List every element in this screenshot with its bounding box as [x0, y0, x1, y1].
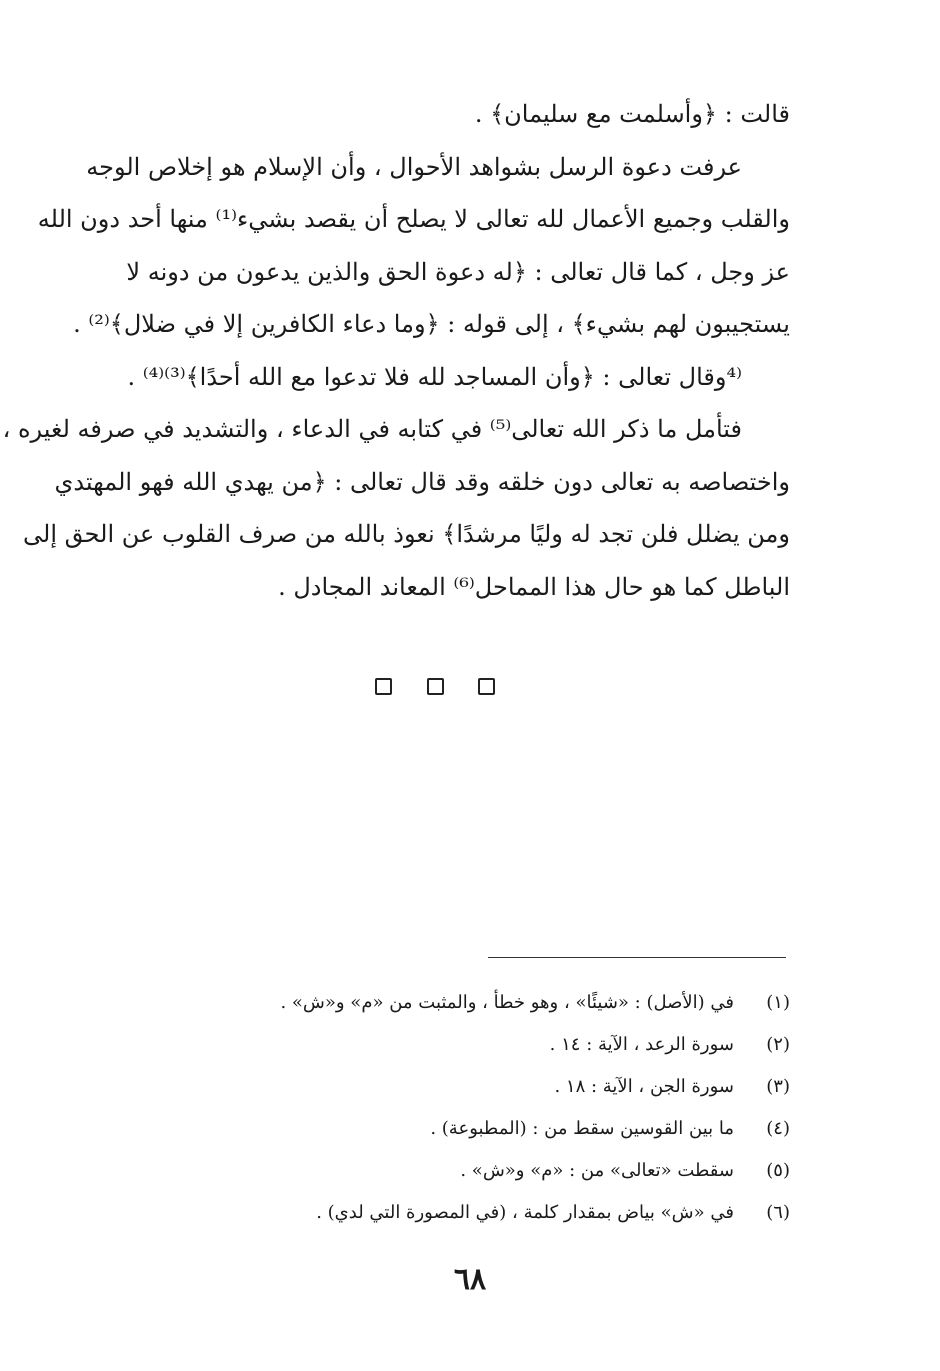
footnote: [150, 1024, 790, 1066]
square-ornament-icon: [427, 678, 444, 695]
footnote-text: سورة الرعد ، الآية : ١٤ .: [549, 1034, 734, 1055]
square-ornament-icon: [478, 678, 495, 695]
text-line: عز وجل ، كما قال تعالى : ﴿له دعوة الحق والذين يدعون من دونه لا: [126, 257, 790, 286]
footnote-number: (٤): [766, 1118, 790, 1139]
footnote: [150, 1192, 790, 1234]
footnote-number: (٢): [766, 1034, 790, 1055]
footnote-text: في «ش» بياض بمقدار كلمة ، (في المصورة التي لدي) .: [316, 1202, 734, 1223]
text-line: ⁽⁴وقال تعالى : ﴿وأن المساجد لله فلا تدعوا مع الله أحدًا﴾⁽³⁾⁽⁴⁾ .: [127, 362, 742, 391]
text-line: عرفت دعوة الرسل بشواهد الأحوال ، وأن الإسلام هو إخلاص الوجه: [86, 152, 742, 181]
footnote-number: (١): [766, 992, 790, 1013]
footnote: [150, 1150, 790, 1192]
footnote-rule: [488, 957, 786, 958]
text-line: والقلب وجميع الأعمال لله تعالى لا يصلح أن يقصد بشيء⁽¹⁾ منها أحد دون الله: [37, 205, 790, 233]
footnotes: [150, 982, 790, 1234]
main-text: [2, 88, 790, 613]
text-line: قالت : ﴿وأسلمت مع سليمان﴾ .: [474, 100, 790, 128]
footnote: [150, 982, 790, 1024]
footnote-number: (٦): [766, 1202, 790, 1223]
footnote-text: سقطت «تعالى» من : «م» و«ش» .: [460, 1160, 734, 1181]
text-line: ومن يضلل فلن تجد له وليًا مرشدًا﴾ نعوذ بالله من صرف القلوب عن الحق إلى: [23, 520, 790, 548]
square-ornament-icon: [375, 678, 392, 695]
footnote-text: ما بين القوسين سقط من : (المطبوعة) .: [430, 1118, 734, 1139]
text-line: واختصاصه به تعالى دون خلقه وقد قال تعالى : ﴿من يهدي الله فهو المهتدي: [54, 467, 790, 496]
footnote-number: (٥): [766, 1160, 790, 1181]
footnote: [150, 1066, 790, 1108]
text-line: فتأمل ما ذكر الله تعالى⁽⁵⁾ في كتابه في الدعاء ، والتشديد في صرفه لغيره ،: [2, 415, 742, 443]
footnote-text: في (الأصل) : «شيئًا» ، وهو خطأ ، والمثبت من «م» و«ش» .: [280, 992, 734, 1013]
footnote-number: (٣): [766, 1076, 790, 1097]
text-line: الباطل كما هو حال هذا المماحل⁽⁶⁾ المعاند المجادل .: [278, 572, 790, 601]
footnote-text: سورة الجن ، الآية : ١٨ .: [554, 1076, 734, 1097]
text-line: يستجيبون لهم بشيء﴾ ، إلى قوله : ﴿وما دعاء الكافرين إلا في ضلال﴾⁽²⁾ .: [73, 310, 790, 338]
section-separator: [375, 673, 495, 697]
page-number: ٦٨: [453, 1262, 487, 1297]
footnote: [150, 1108, 790, 1150]
